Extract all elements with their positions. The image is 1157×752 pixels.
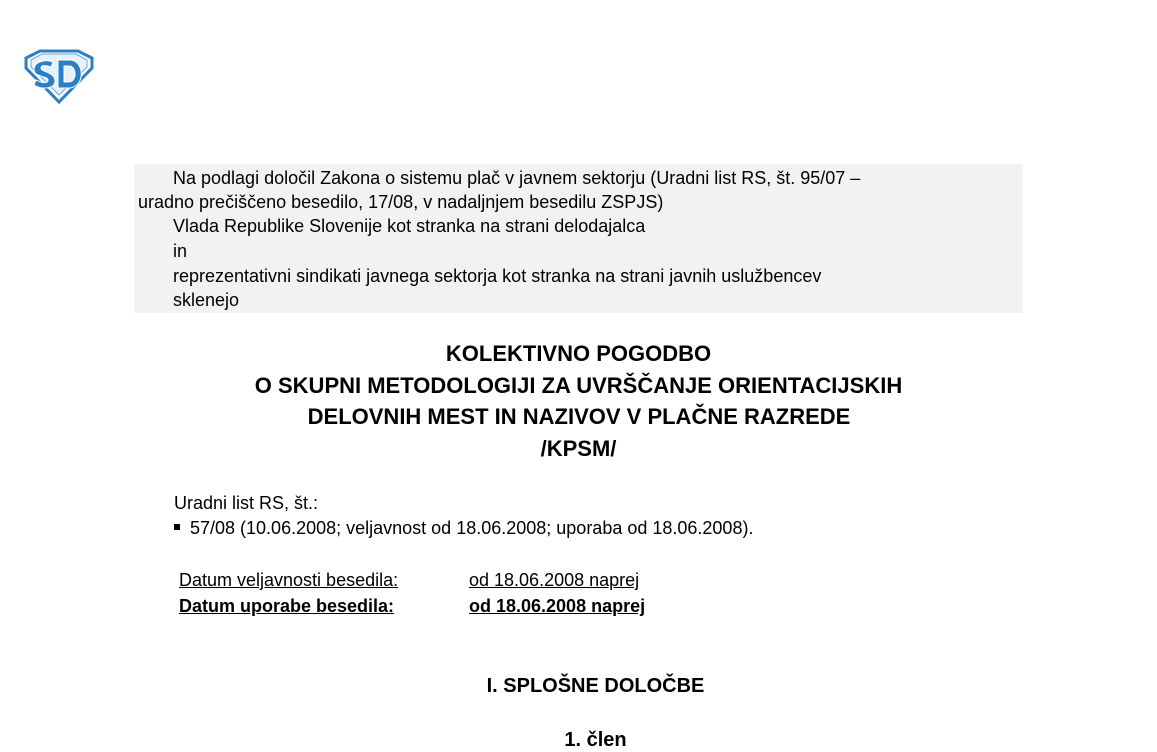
preamble-line-6: sklenejo (173, 290, 240, 310)
gazette-entry-text: 57/08 (10.06.2008; veljavnost od 18.06.2008; uporaba od 18.06.2008). (190, 518, 754, 538)
preamble-line-3: Vlada Republike Slovenije kot stranka na strani delodajalca (173, 216, 646, 236)
preamble-line-1: Na podlagi določil Zakona o sistemu plač v javnem sektorju (Uradni list RS, št. 95/07 – (173, 168, 861, 188)
validity-label: Datum veljavnosti besedila: (179, 570, 399, 590)
preamble-line-5: reprezentativni sindikati javnega sektorja kot stranka na strani javnih uslužbencev (173, 266, 822, 286)
title-line-1: KOLEKTIVNO POGODBO (445, 341, 712, 366)
preamble-block (134, 164, 1023, 313)
title-line-2: O SKUPNI METODOLOGIJI ZA UVRŠČANJE ORIENTACIJSKIH (254, 373, 903, 398)
title-line-3: DELOVNIH MEST IN NAZIVOV V PLAČNE RAZREDE (307, 404, 851, 429)
article-heading: 1. člen (564, 729, 627, 751)
preamble-line-2: uradno prečiščeno besedilo, 17/08, v nadaljnjem besedilu ZSPJS) (138, 192, 664, 212)
section-heading: I. SPLOŠNE DOLOČBE (486, 675, 705, 697)
bullet-icon (174, 524, 180, 530)
usage-value: od 18.06.2008 naprej (469, 596, 646, 616)
sd-logo (22, 48, 96, 104)
gazette-entry (174, 518, 753, 539)
gazette-label: Uradni list RS, št.: (174, 493, 319, 513)
title-line-4: /KPSM/ (540, 436, 617, 461)
preamble-line-4: in (173, 241, 188, 261)
usage-label: Datum uporabe besedila: (179, 596, 395, 616)
validity-value: od 18.06.2008 naprej (469, 570, 640, 590)
